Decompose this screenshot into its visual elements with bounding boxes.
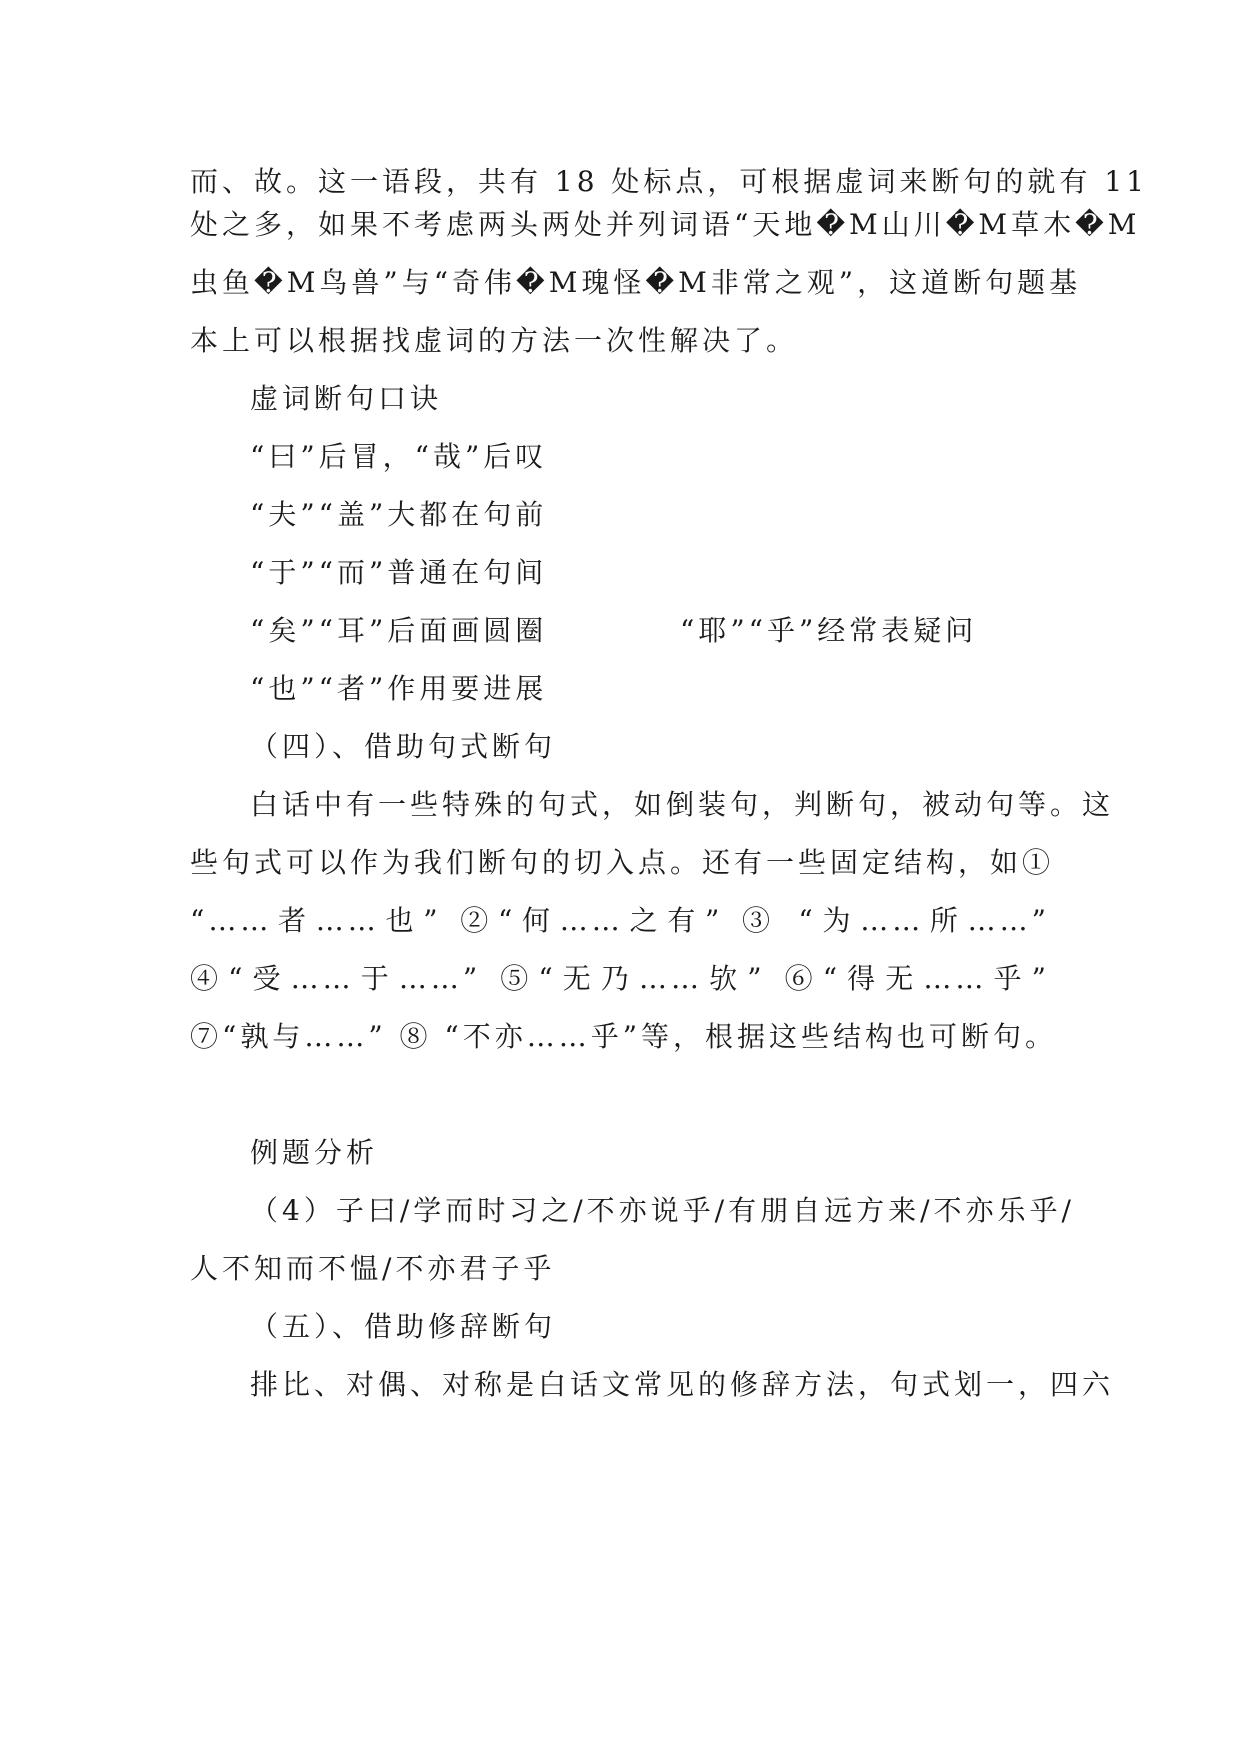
section-heading: （四）、借助句式断句 xyxy=(250,730,557,763)
mnemonic-line: “夫”“盖”大都在句前 xyxy=(250,498,548,531)
body-line: 本上可以根据找虚词的方法一次性解决了。 xyxy=(190,324,799,357)
body-line: 排比、对偶、对称是白话文常见的修辞方法，句式划一，四六 xyxy=(250,1368,1115,1401)
body-line: 些句式可以作为我们断句的切入点。还有一些固定结构，如① xyxy=(190,846,1055,879)
body-line: “……者……也” ②“何……之有” ③ “为……所……” xyxy=(190,904,1050,937)
body-line: 处之多，如果不考虑两头两处并列词语“天地�M山川�M草木�M xyxy=(190,208,1141,241)
body-line: 虫鱼�M鸟兽”与“奇伟�M瑰怪�M非常之观”，这道断句题基 xyxy=(190,266,1082,299)
body-line: 而、故。这一语段，共有 18 处标点，可根据虚词来断句的就有 11 xyxy=(190,165,1148,198)
mnemonic-line: “曰”后冒，“哉”后叹 xyxy=(250,440,548,473)
example-line: （4）子曰/学而时习之/不亦说乎/有朋自远方来/不亦乐乎/ xyxy=(250,1194,1075,1227)
body-line: ④“受……于……” ⑤“无乃……欤” ⑥“得无……乎” xyxy=(190,962,1050,995)
example-heading: 例题分析 xyxy=(250,1136,379,1169)
body-line: 白话中有一些特殊的句式，如倒装句，判断句，被动句等。这 xyxy=(250,788,1115,821)
mnemonic-line: “矣”“耳”后面画圆圈 xyxy=(250,614,548,647)
example-line: 人不知而不愠/不亦君子乎 xyxy=(190,1252,556,1285)
mnemonic-line: “耶”“乎”经常表疑问 xyxy=(680,614,978,647)
mnemonic-line: “也”“者”作用要进展 xyxy=(250,672,548,705)
mnemonic-line: “于”“而”普通在句间 xyxy=(250,556,548,589)
body-line: ⑦“孰与……” ⑧ “不亦……乎”等，根据这些结构也可断句。 xyxy=(190,1020,1058,1053)
mnemonic-heading: 虚词断句口诀 xyxy=(250,382,443,415)
section-heading: （五）、借助修辞断句 xyxy=(250,1310,557,1343)
